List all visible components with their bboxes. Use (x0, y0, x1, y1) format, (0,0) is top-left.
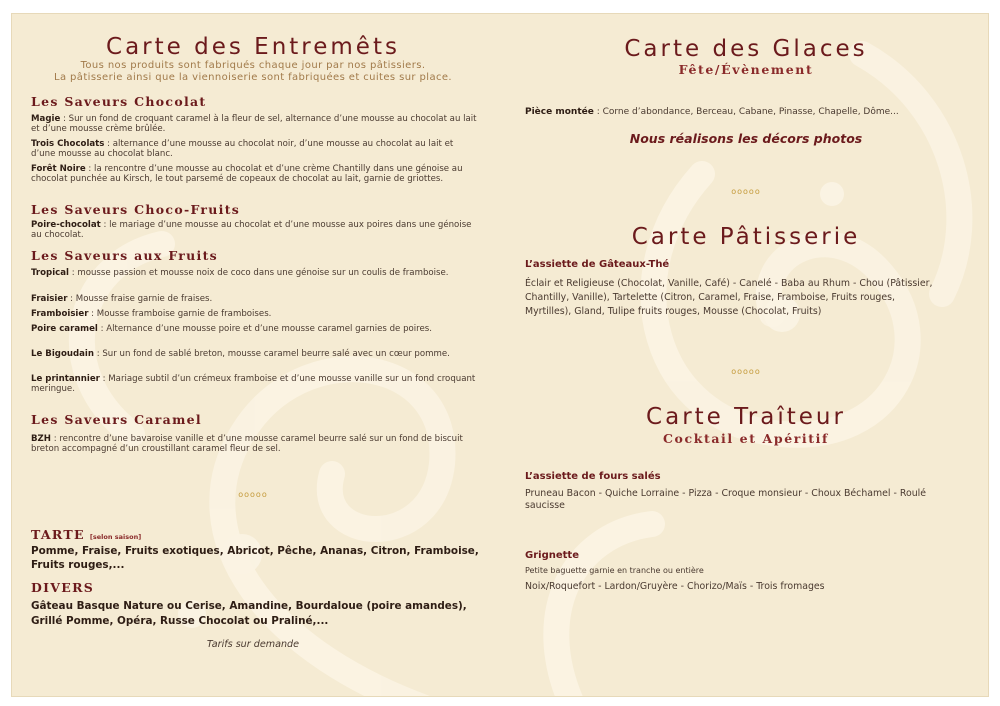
gateaux-the-line-2: Chantilly, Vanille), Tartelette (Citron, Caramel, Fraise, Framboise, Fruits rouges, (525, 292, 895, 303)
dots-divider: ooooo (731, 367, 761, 376)
gateaux-the-label: L’assiette de Gâteaux-Thé (525, 259, 670, 270)
menu-sheet (11, 13, 989, 697)
item-tropical (31, 268, 479, 278)
divers-line-2: Grillé Pomme, Opéra, Russe Chocolat ou Praliné,... (31, 615, 329, 627)
tarte-line-1: Pomme, Fraise, Fruits exotiques, Abricot, Pêche, Ananas, Citron, Framboise, (31, 545, 479, 557)
item-bzh (31, 434, 479, 455)
item-desc: : mousse passion et mousse noix de coco dans une génoise sur un coulis de framboise. (69, 268, 449, 278)
dots-divider: ooooo (731, 187, 761, 196)
item-name: BZH (31, 434, 51, 444)
item-name: Tropical (31, 268, 69, 278)
tarte-note: [selon saison] (89, 533, 142, 541)
item-name: Poire caramel (31, 324, 98, 334)
glaces-title: Carte des Glaces (624, 36, 868, 62)
item-desc: : Alternance d’une mousse poire et d’une mousse caramel garnies de poires. (97, 324, 433, 334)
item-desc: : la rencontre d’une mousse au chocolat et d’une crème Chantilly dans une génoise au chocolat punchée au Kirsch, le tout parsemé de copeaux de chocolat au lait, garnie de griottes. (31, 164, 463, 185)
dots-divider: ooooo (238, 490, 268, 499)
section-title-chocolat: Les Saveurs Chocolat (31, 94, 207, 109)
item-desc: : le mariage d’une mousse au chocolat et d’une mousse aux poires dans une génoise au chocolat. (31, 220, 472, 241)
item-bigoudain (31, 349, 479, 359)
section-title-fruits: Les Saveurs aux Fruits (31, 248, 219, 263)
item-name: Le printannier (31, 374, 100, 384)
item-name: Le Bigoudain (31, 349, 94, 359)
item-poire-chocolat (31, 220, 479, 241)
tarte-heading (31, 524, 141, 543)
fours-sales-line-1: Pruneau Bacon - Quiche Lorraine - Pizza - Croque monsieur - Choux Béchamel - Roulé (525, 488, 927, 499)
item-magie (31, 114, 479, 135)
divers-title: DIVERS (31, 580, 95, 595)
item-desc: : Mousse fraise garnie de fraises. (67, 294, 213, 304)
item-trois-chocolats (31, 139, 479, 160)
item-desc: : Sur un fond de croquant caramel à la fleur de sel, alternance d’une mousse au chocolat au lait et d’une mousse crème brûlée. (31, 114, 477, 135)
intro-line-2: La pâtisserie ainsi que la viennoiserie sont fabriquées et cuites sur place. (53, 72, 453, 83)
tarte-line-2: Fruits rouges,... (31, 559, 125, 571)
item-name: Forêt Noire (31, 164, 86, 174)
decor-photos: Nous réalisons les décors photos (629, 131, 863, 146)
grignette-note: Petite baguette garnie en tranche ou entière (525, 566, 704, 575)
item-desc: : Mousse framboise garnie de framboises. (88, 309, 272, 319)
item-desc: : rencontre d’une bavaroise vanille et d’une mousse caramel beurre salé sur un fond de biscuit breton accompagné d’un croustillant caramel fleur de sel. (31, 434, 463, 455)
piece-label: Pièce montée (525, 107, 594, 117)
glaces-subtitle: Fête/Évènement (678, 62, 814, 77)
item-desc: : Mariage subtil d’un crémeux framboise et d’une mousse vanille sur un fond croquant meringue. (31, 374, 476, 395)
divers-line-1: Gâteau Basque Nature ou Cerise, Amandine, Bourdaloue (poire amandes), (31, 600, 467, 612)
item-desc: : alternance d’une mousse au chocolat noir, d’une mousse au chocolat au lait et d’une mousse au chocolat blanc. (31, 139, 454, 160)
entremets-column (26, 14, 480, 697)
item-foret-noire (31, 164, 479, 185)
grignette-label: Grignette (525, 550, 579, 561)
fours-sales-line-2: saucisse (525, 500, 565, 511)
traiteur-title: Carte Traîteur (646, 404, 846, 430)
item-name: Fraisier (31, 294, 68, 304)
item-desc: : Sur un fond de sablé breton, mousse caramel beurre salé avec un cœur pomme. (93, 349, 450, 359)
item-name: Magie (31, 114, 61, 124)
item-printannier (31, 374, 479, 395)
grignette-line: Noix/Roquefort - Lardon/Gruyère - Chorizo/Maïs - Trois fromages (525, 581, 825, 592)
intro-line-1: Tous nos produits sont fabriqués chaque jour par nos pâtissiers. (80, 60, 426, 71)
gateaux-the-line-1: Éclair et Religieuse (Chocolat, Vanille, Café) - Canelé - Baba au Rhum - Chou (Pâtissier, (525, 278, 933, 289)
entremets-title: Carte des Entremêts (106, 34, 400, 60)
right-column (520, 14, 972, 697)
piece-montee (525, 107, 972, 117)
section-title-caramel: Les Saveurs Caramel (31, 412, 202, 427)
tarifs-note: Tarifs sur demande (206, 639, 300, 650)
item-name: Trois Chocolats (31, 139, 105, 149)
piece-desc: : Corne d’abondance, Berceau, Cabane, Pinasse, Chapelle, Dôme... (593, 107, 899, 117)
item-poire-caramel (31, 324, 479, 334)
section-title-choco-fruits: Les Saveurs Choco-Fruits (31, 202, 241, 217)
patisserie-title: Carte Pâtisserie (631, 224, 861, 250)
item-fraisier (31, 294, 479, 304)
item-framboisier (31, 309, 479, 319)
traiteur-subtitle: Cocktail et Apéritif (663, 431, 829, 446)
item-name: Poire-chocolat (31, 220, 101, 230)
gateaux-the-line-3: Myrtilles), Gland, Tulipe fruits rouges, Mousse (Chocolat, Fruits) (525, 306, 822, 317)
item-name: Framboisier (31, 309, 89, 319)
tarte-title: TARTE (31, 527, 85, 542)
fours-sales-label: L’assiette de fours salés (525, 471, 661, 482)
